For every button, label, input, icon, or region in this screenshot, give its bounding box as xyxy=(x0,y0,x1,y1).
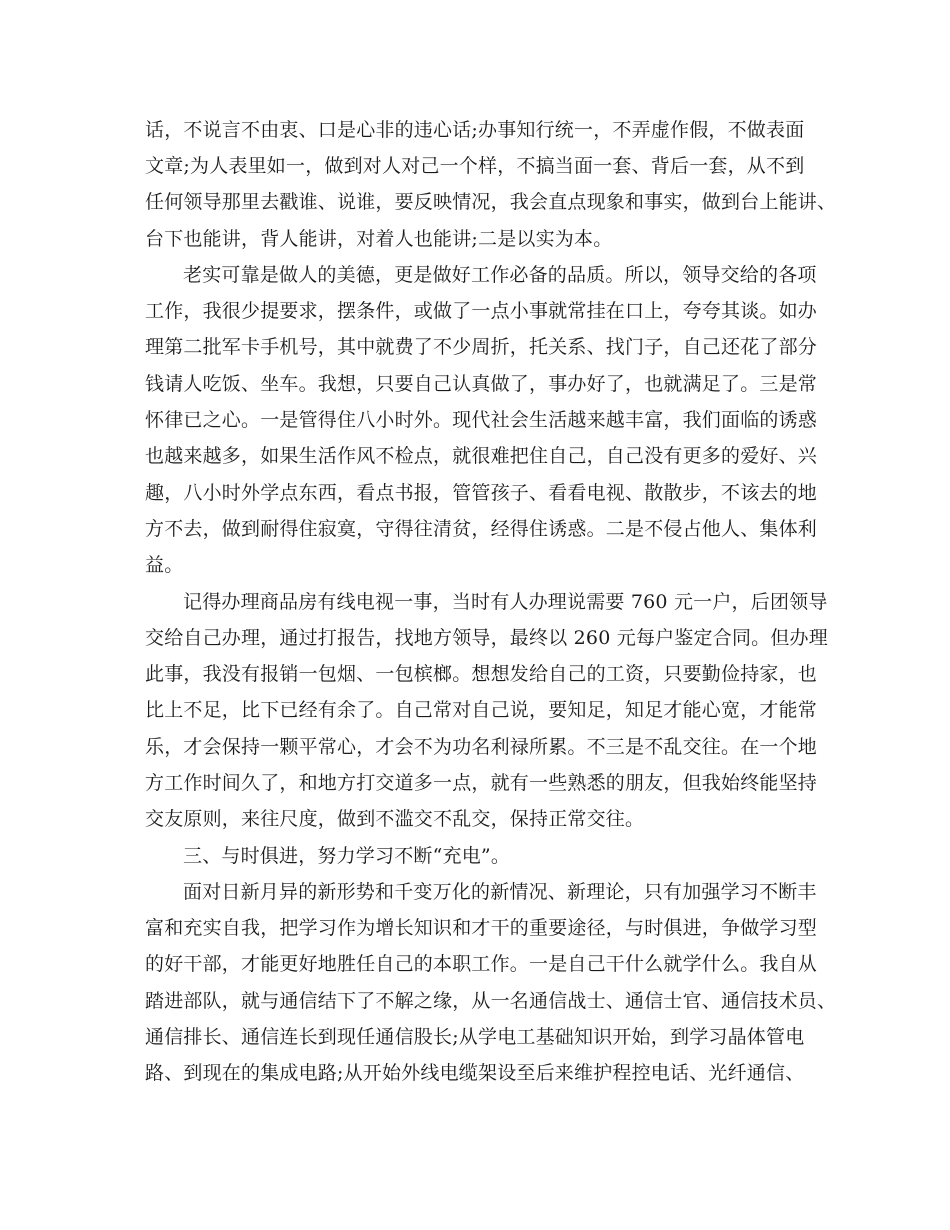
text-line: 工作，我很少提要求，摆条件，或做了一点小事就常挂在口上，夸夸其谈。如办 xyxy=(145,300,818,322)
text-line: 话，不说言不由衷、口是心非的违心话;办事知行统一，不弄虚作假，不做表面 xyxy=(145,119,805,141)
text-line: 文章;为人表里如一，做到对人对己一个样，不搞当面一套、背后一套，从不到 xyxy=(145,155,805,177)
text-line: 益。 xyxy=(145,554,184,576)
text-line: 任何领导那里去戳谁、说谁，要反映情况，我会直点现象和事实，做到台上能讲、 xyxy=(145,191,837,213)
section-heading: 三、与时俱进，努力学习不断“充电”。 xyxy=(183,845,511,867)
text-line: 此事，我没有报销一包烟、一包槟榔。想想发给自己的工资，只要勤俭持家，也 xyxy=(145,663,818,685)
text-line: 钱请人吃饭、坐车。我想，只要自己认真做了，事办好了，也就满足了。三是常 xyxy=(145,373,818,395)
paragraph-start-line: 面对日新月异的新形势和千变万化的新情况、新理论，只有加强学习不断丰 xyxy=(183,881,817,903)
text-line: 方不去，做到耐得住寂寞，守得往清贫，经得住诱惑。二是不侵占他人、集体利 xyxy=(145,518,818,540)
text-line: 比上不足，比下已经有余了。自己常对自己说，要知足，知足才能心宽，才能常 xyxy=(145,699,818,721)
text-line: 台下也能讲，背人能讲，对着人也能讲;二是以实为本。 xyxy=(145,228,613,250)
text-line: 趣，八小时外学点东西，看点书报，管管孩子、看看电视、散散步，不该去的地 xyxy=(145,482,818,504)
text-line: 理第二批军卡手机号，其中就费了不少周折，托关系、找门子，自己还花了部分 xyxy=(145,336,818,358)
text-line: 也越来越多，如果生活作风不检点，就很难把住自己，自己没有更多的爱好、兴 xyxy=(145,445,818,467)
text-line: 的好干部，才能更好地胜任自己的本职工作。一是自己干什么就学什么。我自从 xyxy=(145,953,818,975)
text-line: 富和充实自我，把学习作为增长知识和才干的重要途径，与时俱进，争做学习型 xyxy=(145,917,818,939)
paragraph-start-line: 记得办理商品房有线电视一事，当时有人办理说需要 760 元一户，后团领导 xyxy=(183,591,828,613)
text-line: 交给自己办理，通过打报告，找地方领导，最终以 260 元每户鉴定合同。但办理 xyxy=(145,627,828,649)
text-line: 路、到现在的集成电路;从开始外线电缆架设至后来维护程控电话、光纤通信、 xyxy=(145,1062,805,1084)
paragraph-start-line: 老实可靠是做人的美德，更是做好工作必备的品质。所以，领导交给的各项 xyxy=(183,264,817,286)
text-line: 踏进部队，就与通信结下了不解之缘，从一名通信战士、通信士官、通信技术员、 xyxy=(145,990,837,1012)
text-line: 怀律已之心。一是管得住八小时外。现代社会生活越来越丰富，我们面临的诱惑 xyxy=(145,409,818,431)
text-line: 交友原则，来往尺度，做到不滥交不乱交，保持正常交往。 xyxy=(145,808,645,830)
text-line: 通信排长、通信连长到现任通信股长;从学电工基础知识开始，到学习晶体管电 xyxy=(145,1026,805,1048)
text-line: 方工作时间久了，和地方打交道多一点，就有一些熟悉的朋友，但我始终能坚持 xyxy=(145,772,818,794)
text-line: 乐，才会保持一颗平常心，才会不为功名利禄所累。不三是不乱交往。在一个地 xyxy=(145,736,818,758)
